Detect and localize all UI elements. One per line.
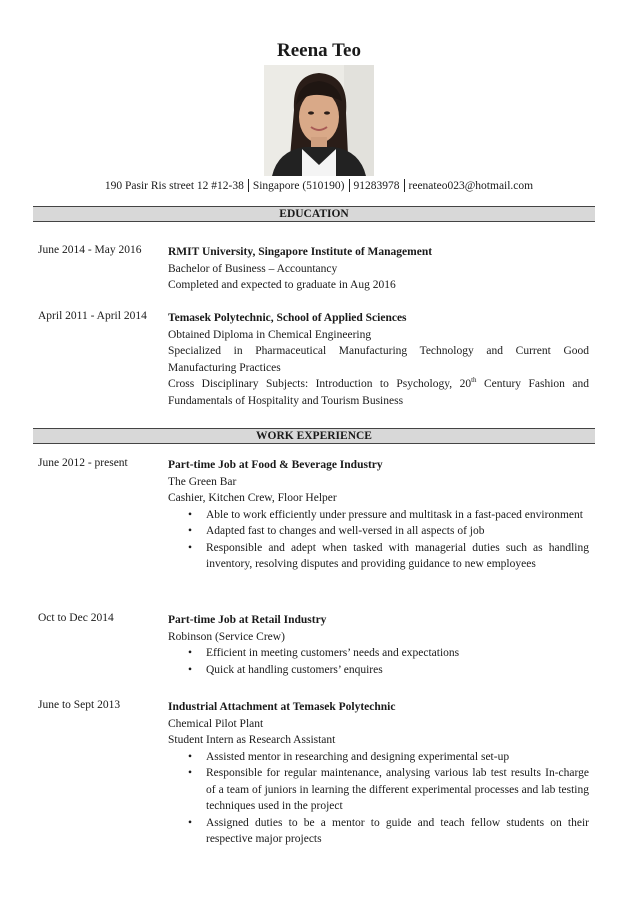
entry-line: Completed and expected to graduate in Aug 2016: [168, 279, 396, 291]
entry-line: Obtained Diploma in Chemical Engineering: [168, 328, 372, 341]
section-heading-work: WORK EXPERIENCE: [33, 428, 595, 444]
list-item: • Efficient in meeting customers’ needs and expectations: [168, 645, 589, 662]
profile-photo: [264, 65, 374, 176]
list-item: • Quick at handling customers’ enquires: [168, 662, 589, 679]
list-item: • Able to work efficiently under pressure and multitask in a fast-paced environment: [168, 507, 589, 524]
education-entry: [168, 310, 589, 409]
entry-line: Cashier, Kitchen Crew, Floor Helper: [168, 492, 337, 504]
list-item: • Responsible and adept when tasked with managerial duties such as handling inventory, resolving disputes and providing guidance to new employees: [168, 540, 589, 573]
work-date: June to Sept 2013: [38, 699, 121, 711]
divider: [248, 179, 249, 192]
list-item: • Adapted fast to changes and well-versed in all aspects of job: [168, 523, 589, 540]
work-entry: [168, 612, 589, 678]
entry-line: Chemical Pilot Plant: [168, 717, 264, 730]
work-date: June 2012 - present: [38, 457, 128, 469]
list-item: • Assisted mentor in researching and designing experimental set-up: [168, 749, 589, 766]
bullet-list: [168, 507, 589, 573]
entry-title: Temasek Polytechnic, School of Applied Sciences: [168, 312, 407, 324]
bullet-list: [168, 749, 589, 848]
divider: [404, 179, 405, 192]
divider: [349, 179, 350, 192]
education-entry: [168, 244, 589, 294]
work-entry: [168, 699, 589, 848]
bullet-list: [168, 645, 589, 678]
entry-title: Part-time Job at Food & Beverage Industry: [168, 459, 383, 471]
education-date: June 2014 - May 2016: [38, 244, 142, 256]
contact-line: [0, 179, 638, 192]
contact-email: reenateo023@hotmail.com: [408, 180, 534, 192]
entry-title: Industrial Attachment at Temasek Polytechnic: [168, 701, 396, 713]
entry-title: Part-time Job at Retail Industry: [168, 614, 327, 626]
entry-line: The Green Bar: [168, 475, 237, 488]
contact-city: Singapore (510190): [252, 180, 345, 192]
list-item: • Assigned duties to be a mentor to guide and teach fellow students on their respective major projects: [168, 815, 589, 848]
list-item: • Responsible for regular maintenance, analysing various lab test results In-charge of a team of juniors in learning the different experimental processes and lab testing techniques used in the project: [168, 765, 589, 815]
entry-line: Student Intern as Research Assistant: [168, 734, 336, 746]
entry-line: Robinson (Service Crew): [168, 630, 285, 643]
name-heading: Reena Teo: [277, 40, 361, 61]
education-date: April 2011 - April 2014: [38, 310, 147, 322]
entry-line: Specialized in Pharmaceutical Manufacturing Technology and Current Good Manufacturing Practices: [168, 345, 589, 374]
entry-title: RMIT University, Singapore Institute of Management: [168, 246, 433, 258]
contact-phone: 91283978: [353, 180, 400, 192]
work-entry: [168, 457, 589, 573]
contact-address: 190 Pasir Ris street 12 #12-38: [104, 180, 244, 192]
section-heading-education: EDUCATION: [33, 206, 595, 222]
entry-line: Bachelor of Business – Accountancy: [168, 262, 338, 275]
work-date: Oct to Dec 2014: [38, 612, 114, 624]
entry-line: Cross Disciplinary Subjects: Introduction to Psychology, 20th Century Fashion and Fundamentals of Hospitality and Tourism Business: [168, 376, 589, 407]
